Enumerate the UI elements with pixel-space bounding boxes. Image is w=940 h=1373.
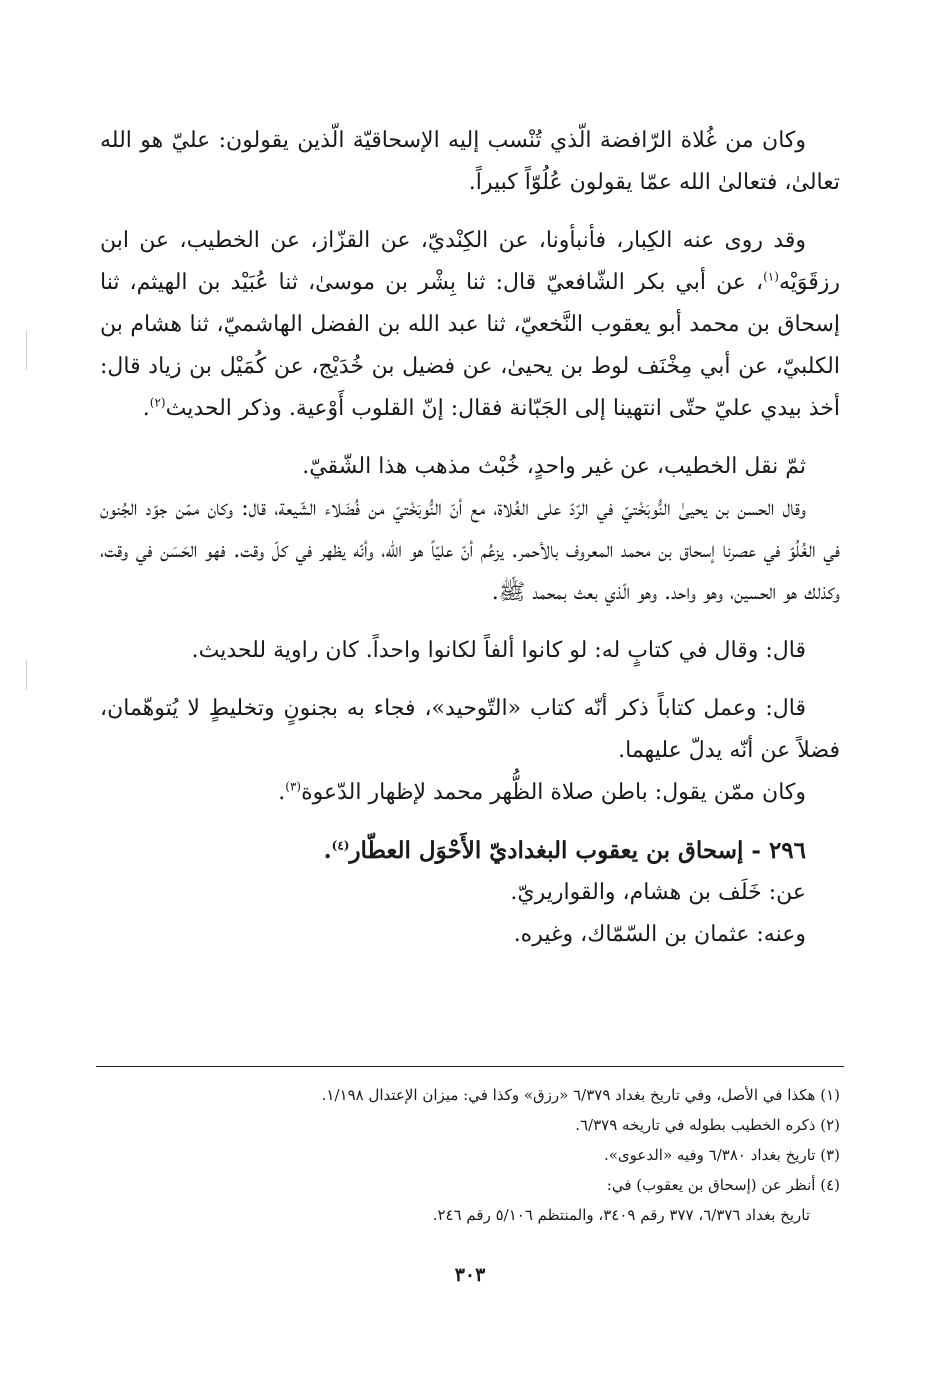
paragraph-wa-anhu: وعنه: عثمان بن السّمّاك، وغيره. — [513, 922, 806, 947]
footnote-3: (٣) تاريخ بغداد ٦/٣٨٠ وفيه «الدعوى». — [603, 1146, 840, 1164]
paragraph-ghulat: وكان من غُلاة الرّافضة الّذي تُنْسب إليه الإسحاقيّة الّذين يقولون: عليّ هو الله تعالىٰ، فتعالىٰ الله عمّا يقولون عُلُوّاً كبيراً. — [100, 128, 840, 195]
footnote-divider — [96, 1066, 844, 1067]
entry-title-text: ٢٩٦ - إسحاق بن يعقوب البغداديّ الأَحْوَل العطّار — [349, 837, 806, 864]
isnad-text-end: ، عن أبي بكر الشّافعيّ قال: ثنا بِشْر بن موسىٰ، ثنا عُبَيْد بن الهيثم، ثنا إسحاق بن محمد أبو يعقوب النَّخعيّ، ثنا عبد الله بن الفضل الهاشميّ، ثنا هشام بن الكلبيّ، عن أبي مِخْنَف لوط بن يحيىٰ، عن فضيل بن خُدَيْج، عن كُمَيْل بن زياد قال: أخذ بيدي عليّ حتّى انتهينا إلى الجَبّانة فقال: إنّ القلوب أَوْعية. وذكر الحديث — [100, 270, 840, 421]
batin-text: وكان ممّن يقول: باطن صلاة الظُّهر محمد لإظهار الدّعوة — [301, 780, 806, 805]
paragraph-batin: وكان ممّن يقول: باطن صلاة الظُّهر محمد لإظهار الدّعوة$^{(٣)}$. — [278, 779, 806, 805]
scan-edge-mark — [26, 330, 27, 370]
main-text — [100, 120, 840, 956]
isnad-text-start: وقد روى عنه الكِبار، فأنبأونا، عن الكِنْديّ، عن القزّاز، عن الخطيب، عن ابن رزقَوَيْه — [100, 228, 840, 295]
footnote-marker-2[interactable]: (٢) — [149, 395, 166, 410]
page-number: ٣٠٣ — [454, 1264, 486, 1286]
paragraph-khatib: ثمّ نقل الخطيب، عن غير واحدٍ، خُبْث مذهب هذا الشّقيّ. — [302, 454, 806, 479]
paragraph-nawbakhti: وقال الحسن بن يحيىٰ النُّوبَخْتيّ في الرّدّ على الغُلاة، مع أنّ النُّوبَخْتيّ من فُضَلاء الشّيعة، قال: وكان ممّن جوّد الجُنون في الغُلُوّ في عصرنا إسحاق بن محمد المعروف بالأحمر. يزعُم أنّ عليّاً هو الله، وأنّه يظهر في كلّ وقت. فهو الحَسَن في وقت، وكذلك هو الحسين، وهو واحد. وهو الّذي بعث بمحمد ﷺ. — [100, 496, 840, 605]
footnote-4-continuation: تاريخ بغداد ٦/٣٧٦، ٣٧٧ رقم ٣٤٠٩، والمنتظم ٥/١٠٦ رقم ٢٤٦. — [432, 1206, 810, 1224]
paragraph-an: عن: خَلَف بن هشام، والقواريريّ. — [510, 880, 806, 905]
footnote-marker-1[interactable]: (١) — [763, 269, 779, 284]
entry-heading-296: ٢٩٦ - إسحاق بن يعقوب البغداديّ الأَحْوَل العطّار$^{(٤)}$. — [323, 837, 806, 864]
paragraph-isnad: وقد روى عنه الكِبار، فأنبأونا، عن الكِنْديّ، عن القزّاز، عن الخطيب، عن ابن رزقَوَيْه$^{(١)}$، عن أبي بكر الشّافعيّ قال: ثنا بِشْر بن موسىٰ، ثنا عُبَيْد بن الهيثم، ثنا إسحاق بن محمد أبو يعقوب النَّخعيّ، ثنا عبد الله بن الفضل الهاشميّ، ثنا هشام بن الكلبيّ، عن أبي مِخْنَف لوط بن يحيىٰ، عن فضيل بن خُدَيْج، عن كُمَيْل بن زياد قال: أخذ بيدي عليّ حتّى انتهينا إلى الجَبّانة فقال: إنّ القلوب أَوْعية. وذكر الحديث$^{(٢)}$. — [100, 228, 840, 421]
footnote-2: (٢) ذكره الخطيب بطوله في تاريخه ٦/٣٧٩. — [575, 1116, 840, 1134]
footnote-4: (٤) أنظر عن (إسحاق بن يعقوب) في: — [606, 1176, 840, 1194]
footnote-marker-4[interactable]: (٤) — [331, 838, 350, 853]
footnote-marker-3[interactable]: (٣) — [285, 779, 302, 794]
footnote-1: (١) هكذا في الأصل، وفي تاريخ بغداد ٦/٣٧٩ «رزق» وكذا في: ميزان الإعتدال ١/١٩٨. — [321, 1086, 840, 1104]
paragraph-kitab: قال: وقال في كتابٍ له: لو كانوا ألفاً لكانوا واحداً. كان راوية للحديث. — [191, 638, 806, 663]
paragraph-tawhid: قال: وعمل كتاباً ذكر أنّه كتاب «التّوحيد»، فجاء به بجنونٍ وتخليطٍ لا يُتوهّمان، فضلاً عن أنّه يدلّ عليهما. — [100, 696, 840, 763]
footnotes-section — [100, 1080, 840, 1230]
scan-edge-mark — [26, 660, 27, 690]
